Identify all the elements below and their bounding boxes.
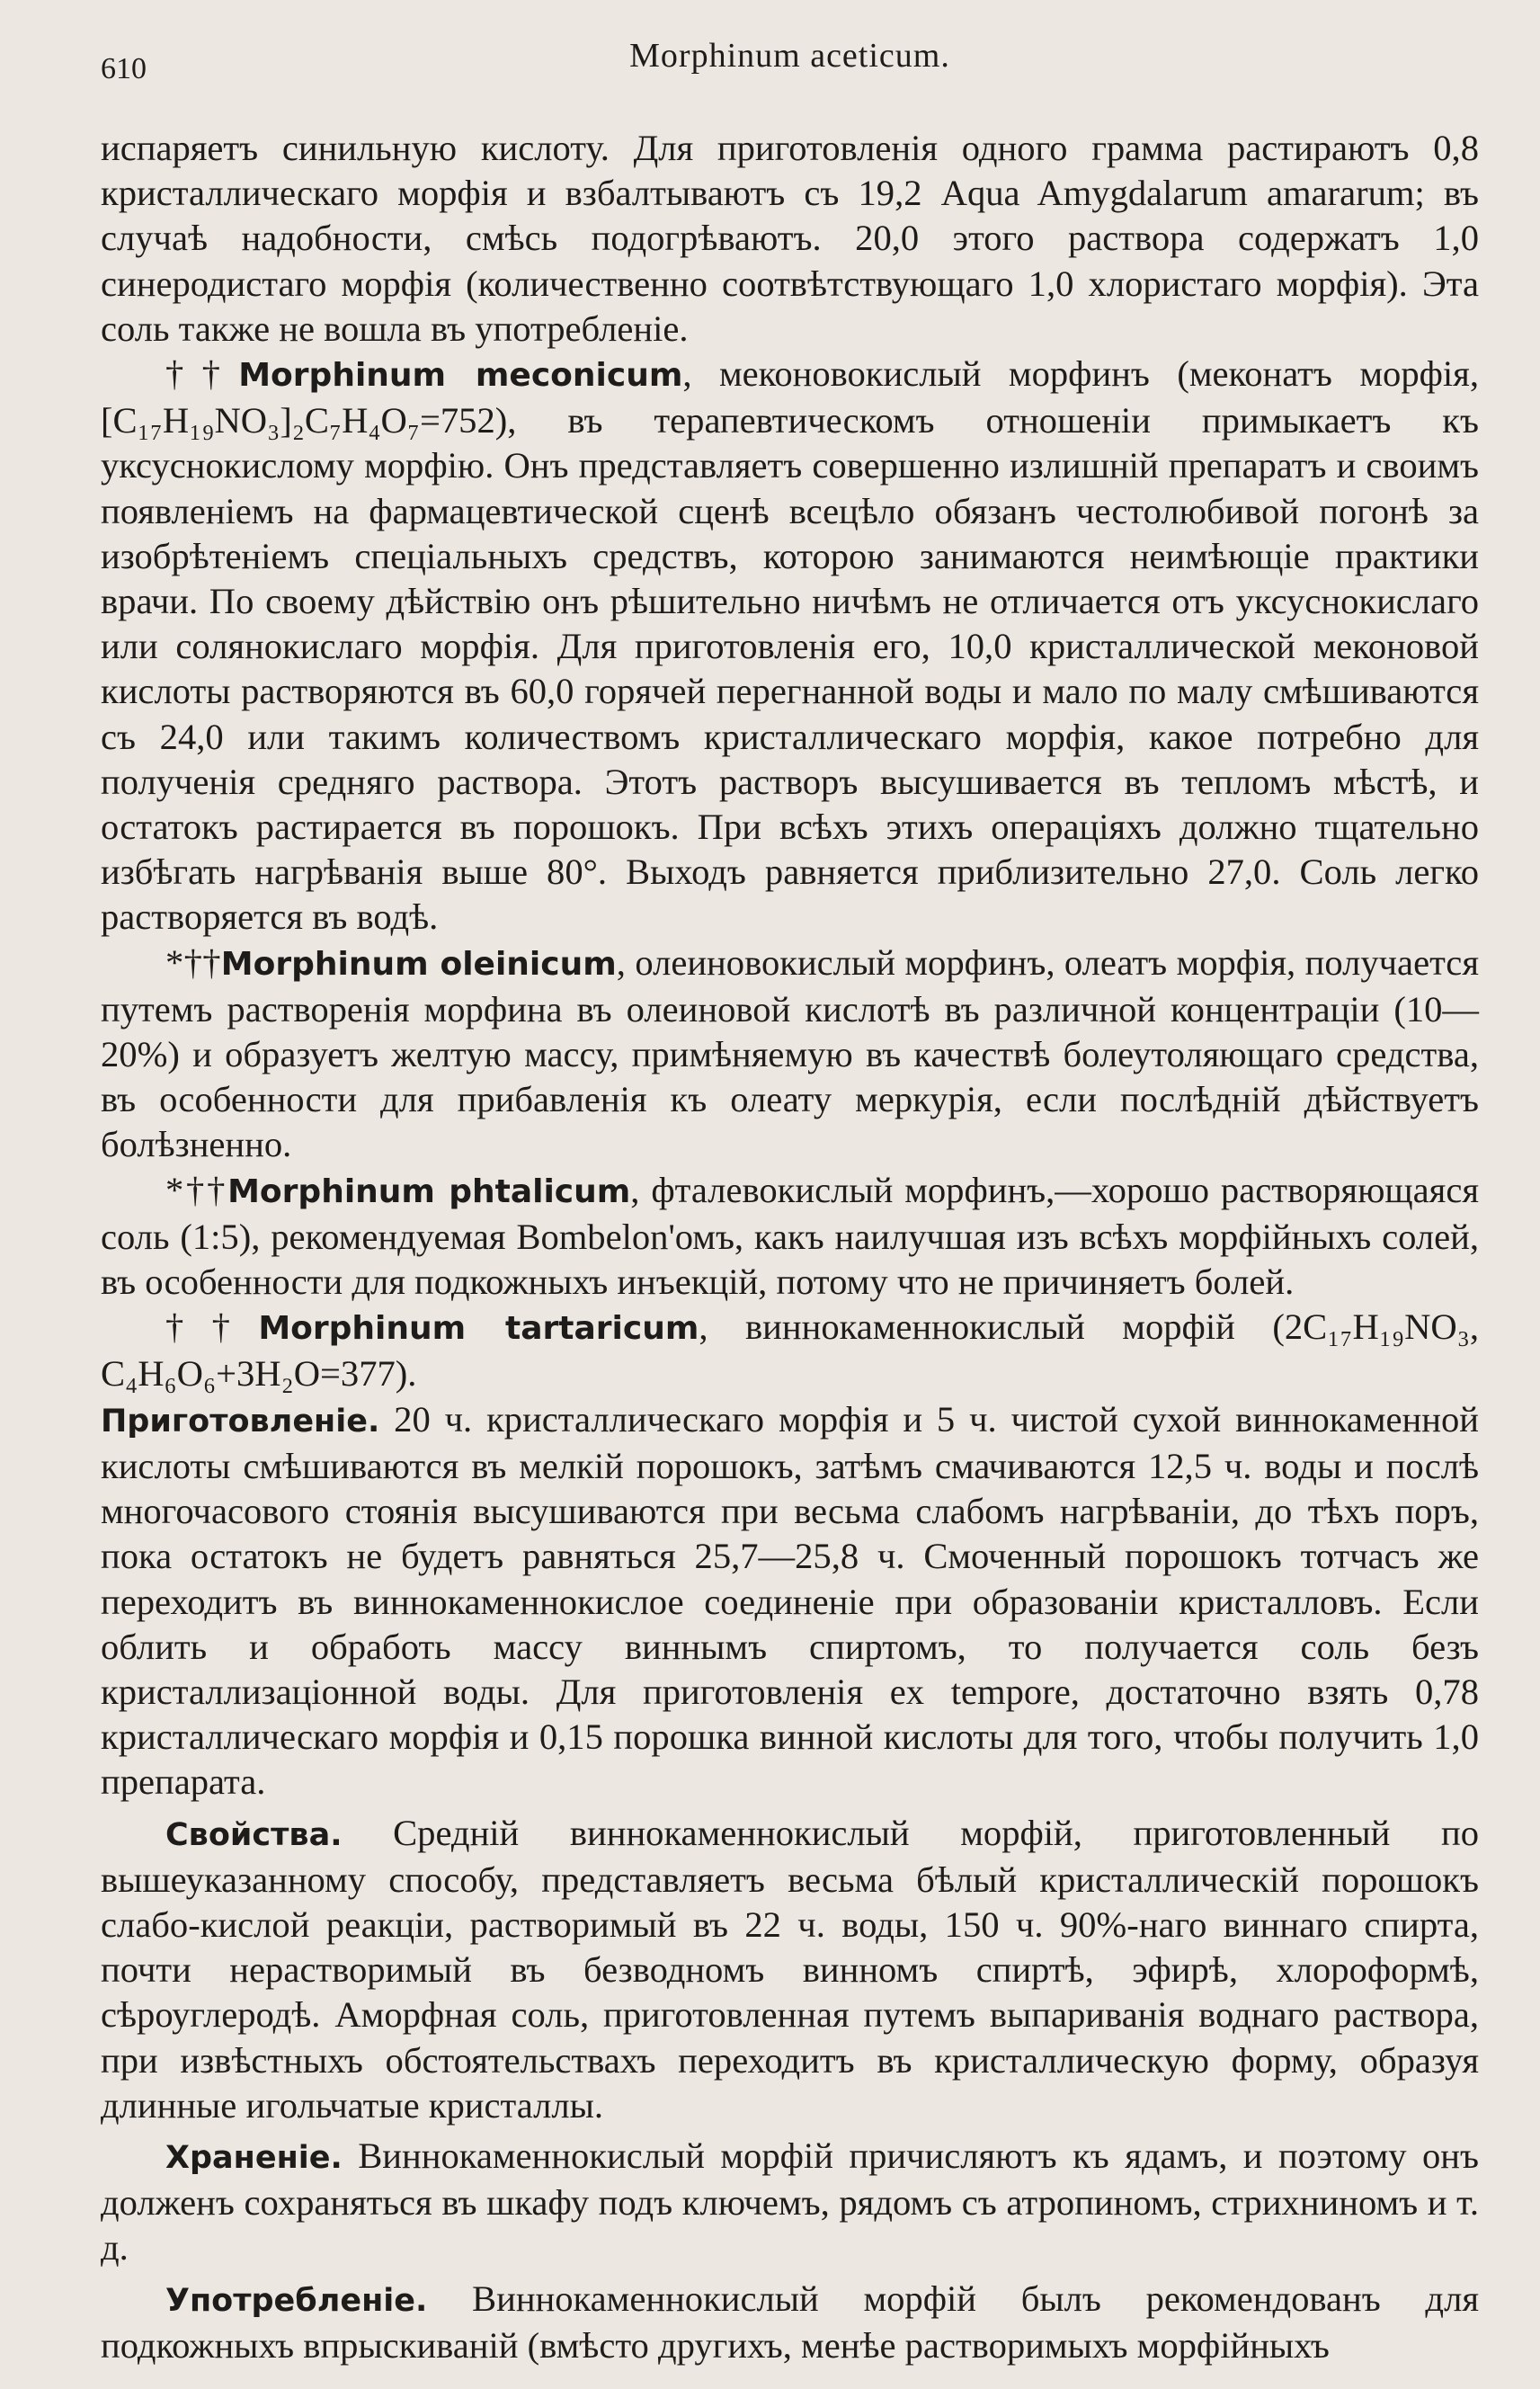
entry-term: Morphinum oleinicum [220, 945, 617, 983]
running-title: Morphinum aceticum. [629, 37, 950, 75]
entry-text: , фталевокислый морфинъ,—хорошо растворяющаяся соль (1:5), рекомендуемая Bombelon'омъ, какъ наилучшая изъ всѣхъ морфійныхъ солей, въ особенности для подкожныхъ инъекцій, потому что не причиняетъ болей. [101, 1169, 1479, 1303]
section-text: Виннокаменнокислый морфій причисляютъ къ ядамъ, и поэтому онъ долженъ сохраняться въ шкафу подъ ключемъ, рядомъ съ атропиномъ, стрихниномъ и т. д. [101, 2135, 1479, 2269]
section-text: Виннокаменнокислый морфій былъ рекомендованъ для подкожныхъ впрыскиваній (вмѣсто другихъ, менѣе растворимыхъ морфійныхъ [101, 2278, 1479, 2366]
section-usage [101, 2277, 1479, 2368]
entry-morphinum-phtalicum [101, 1168, 1479, 1306]
entry-text: , виннокаменнокислый морфій (2C₁₇H₁₉NO₃, C₄H₆O₆+3H₂O=377). [101, 1306, 1480, 1395]
entry-morphinum-oleinicum [101, 940, 1479, 1168]
section-storage [101, 2134, 1479, 2271]
entry-term: Morphinum tartaricum [258, 1310, 699, 1348]
entry-mark: *†† [165, 1169, 228, 1210]
entry-term: Morphinum meconicum [238, 357, 683, 395]
section-preparation [101, 1397, 1479, 1805]
entry-morphinum-tartaricum [101, 1305, 1479, 1396]
page-number: 610 [101, 52, 147, 85]
paragraph-continuation: испаряетъ синильную кислоту. Для приготовленія одного грамма растираютъ 0,8 кристаллическаго морфія и взбалтываютъ съ 19,2 Aqua Amygdalarum amararum; въ случаѣ надобности, смѣсь подогрѣваютъ. 20,0 этого раствора содержатъ 1,0 синеродистаго морфія (количественно соотвѣтствующаго 1,0 хлористаго морфія). Эта соль также не вошла въ употребленіе. [101, 128, 1479, 349]
body-text [101, 126, 1479, 2368]
entry-morphinum-meconicum [101, 352, 1479, 940]
entry-text: , олеиновокислый морфинъ, олеатъ морфія, получается путемъ растворенія морфина въ олеиновой кислотѣ въ различной концентраціи (10—20%) и образуетъ желтую массу, примѣняемую въ качествѣ болеутоляющаго средства, въ особенности для прибавленія къ олеату меркурія, если послѣдній дѣйствуетъ болѣзненно. [101, 941, 1479, 1165]
page-header [101, 36, 1479, 126]
section-text: 20 ч. кристаллическаго морфія и 5 ч. чистой сухой виннокаменной кислоты смѣшиваются въ мелкій порошокъ, затѣмъ смачиваются 12,5 ч. воды и послѣ многочасового стоянія высушиваются при весьма слабомъ нагрѣваніи, до тѣхъ поръ, пока остатокъ не будетъ равняться 25,7—25,8 ч. Смоченный порошокъ тотчасъ же переходитъ въ виннокаменнокислое соединеніе при образованіи кристалловъ. Если облить и обработь массу виннымъ спиртомъ, то получается соль безъ кристаллизаціонной воды. Для приготовленія ex tempore, достаточно взять 0,78 кристаллическаго морфія и 0,15 порошка винной кислоты для того, чтобы получить 1,0 препарата. [101, 1398, 1479, 1803]
entry-mark: †† [165, 1306, 259, 1348]
section-properties [101, 1811, 1479, 2128]
section-heading: Приготовленіе. [101, 1403, 380, 1440]
section-text: Средній виннокаменнокислый морфій, приготовленный по вышеуказанному способу, представляетъ весьма бѣлый кристаллическій порошокъ слабо-кислой реакціи, растворимый въ 22 ч. воды, 150 ч. 90%-наго виннаго спирта, почти нерастворимый въ безводномъ винномъ спиртѣ, эфирѣ, хлороформѣ, сѣроуглеродѣ. Аморфная соль, приготовленная путемъ выпариванія воднаго раствора, при извѣстныхъ обстоятельствахъ переходитъ въ кристаллическую форму, образуя длинные игольчатые кристаллы. [101, 1812, 1479, 2126]
entry-term: Morphinum phtalicum [227, 1172, 631, 1210]
entry-text: , меконовокислый морфинъ (меконатъ морфія, [C₁₇H₁₉NO₃]₂C₇H₄O₇=752), въ терапевтическомъ отношеніи примыкаетъ къ уксуснокислому морфію. Онъ представляетъ совершенно излишній препаратъ и своимъ появленіемъ на фармацевтической сценѣ всецѣло обязанъ честолюбивой погонѣ за изобрѣтеніемъ спеціальныхъ средствъ, которою занимаются неимѣющіе практики врачи. По своему дѣйствію онъ рѣшительно ничѣмъ не отличается отъ уксуснокислаго или солянокислаго морфія. Для приготовленія его, 10,0 кристаллической меконовой кислоты растворяются въ 60,0 горячей перегнанной воды и мало по малу смѣшиваются съ 24,0 или такимъ количествомъ кристаллическаго морфія, какое потребно для полученія средняго раствора. Этотъ растворъ высушивается въ тепломъ мѣстѣ, и остатокъ растирается въ порошокъ. При всѣхъ этихъ операціяхъ должно тщательно избѣгать нагрѣванія выше 80°. Выходъ равняется приблизительно 27,0. Соль легко растворяется въ водѣ. [101, 353, 1479, 938]
section-heading: Свойства. [165, 1816, 343, 1853]
entry-mark: *†† [165, 941, 221, 983]
entry-mark: †† [165, 353, 239, 395]
section-heading: Употребленіе. [165, 2282, 428, 2319]
section-heading: Храненіе. [165, 2139, 343, 2176]
